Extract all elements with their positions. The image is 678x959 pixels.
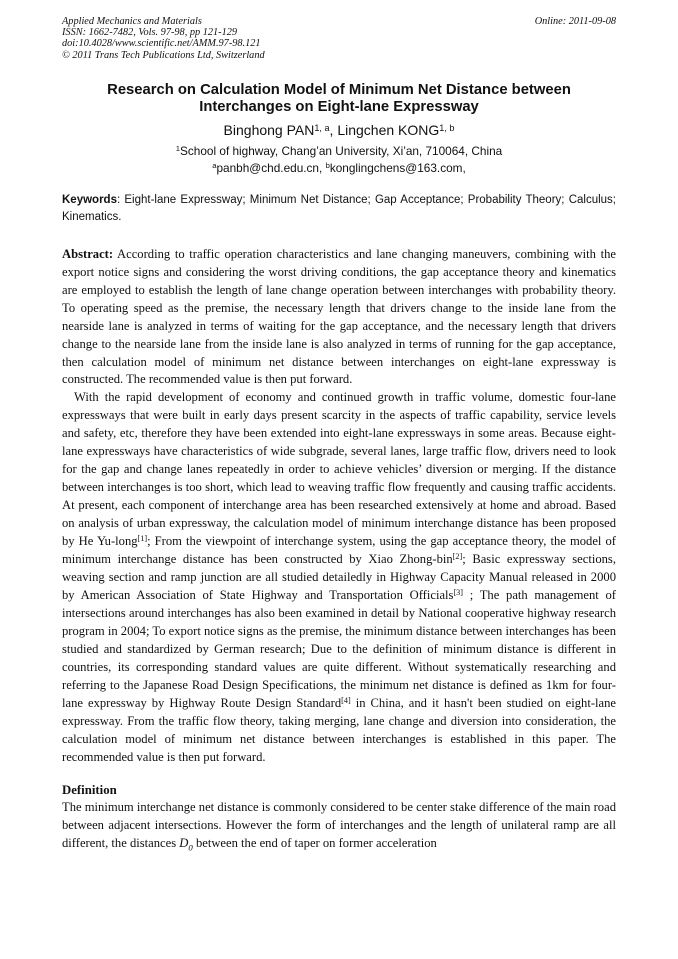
intro-text-4: ; The path management of intersections around interchanges has also been examined in detail by National cooperative highway research program in 2004; To export notice signs as the premise, the minimum distance between interchanges has been studied and standardized by German research; Due to the definition of minimum distance is different in countries, its corresponding standard values are quite different. Without systematically researching and referring to the Japanese Road Design Specifications, the minimum net distance is defined as 1km for four-lane expressway by Highway Route Design Standard [62,587,616,710]
intro-text-2: ; From the viewpoint of interchange system, using the gap acceptance theory, the model of minimum interchange distance has been constructed by Xiao Zhong-bin [62,534,617,567]
abstract-label: Abstract: [62,246,114,261]
email-line [62,160,616,177]
author-2-affil-sup: 1, b [439,122,455,133]
title-line-2: Interchanges on Eight-lane Expressway [199,99,479,116]
affiliation-text: School of highway, Chang’an University, Xi’an, 710064, China [180,143,503,158]
keywords-label: Keywords [62,193,117,206]
ref-3[interactable]: [3] [453,588,463,598]
online-date: Online: 2011-09-08 [534,16,616,27]
affiliation-line [62,143,616,160]
intro-paragraph [62,389,616,766]
ref-2[interactable]: [2] [452,552,463,562]
email-b-sup: b [325,161,330,171]
doi-line: doi:10.4028/www.scientific.net/AMM.97-98.121 [62,38,261,50]
intro-text-3: ; Basic expressway sections, weaving section and ramp junction are all studied detailedly in Highway Capacity Manual released in 2000 by American Association of State Highway and Transportation Officials [62,552,616,602]
journal-info [62,16,265,61]
affiliation-block [62,143,616,177]
definition-text-1: The minimum interchange net distance is commonly considered to be center stake difference of the main road between adjacent intersections. However the form of interchanges and the length of unilateral ramp are all different, the distances [62,800,616,851]
email-a-sup: a [212,161,217,171]
intro-text-5: in China, and it hasn't been studied on eight-lane expressway. From the traffic flow theory, taking merging, lane change and diversion into consideration, the calculation model of minimum net distance between interchanges is established in this paper. The recommended value is then put forward. [62,695,616,764]
definition-paragraph [62,799,616,857]
title-line-1: Research on Calculation Model of Minimum Net Distance between [107,81,571,98]
journal-header [62,16,616,61]
distance-variable: D [179,836,189,851]
journal-name: Applied Mechanics and Materials [62,16,202,27]
affiliation-sup: 1 [175,144,181,154]
intro-text-1: With the rapid development of economy and continued growth in traffic volume, domestic four-lane expressways that were built in early days present scarcity in the aspects of traffic capability, service levels and safety, etc, therefore they have been extended into eight-lane expressways in some areas. Because eight-lane expressways have characteristics of wide subgrade, several lanes, large traffic flow, drivers need to look for the gap and change lanes repeatedly in order to achieve vehicles’ diversion or merging. If the distance between interchanges is too short, which lead to weaving traffic flow frequently and causing traffic accidents. At present, each component of interchange area has been researched extensively at home and abroad. Based on analysis of urban expressway, the calculation model of minimum interchange distance has been proposed by He Yu-long [62,390,616,549]
email-a[interactable]: panbh@chd.edu.cn, [216,160,326,175]
ref-4[interactable]: [4] [341,695,351,705]
abstract-text: According to traffic operation characteristics and lane changing maneuvers, combining with the export notice signs and considering the worst driving conditions, the gap acceptance theory and kinematics are employed to establish the length of lane change operation between interchanges with probability theory. To operating speed as the premise, the necessary length that drivers change to the inside lane from the nearside lane is analyzed in terms of waiting for the gap acceptance, and the necessary length that drivers change to the nearside lane from the inside lane is also analyzed in terms of running for the gap acceptance, then calculation model of minimum net distance between interchanges on eight-lane expressway is constructed. The recommended value is then put forward. [62,246,616,387]
ref-1[interactable]: [1] [137,534,148,544]
definition-heading: Definition [62,783,117,798]
keywords-paragraph [62,192,616,227]
author-1-name: Binghong PAN [223,121,315,138]
email-b[interactable]: konglingchens@163.com, [329,160,466,175]
definition-text-2: between the end of taper on former acceleration [192,836,437,851]
copyright-line: © 2011 Trans Tech Publications Ltd, Switzerland [62,49,265,61]
distance-variable-subscript: 0 [188,842,193,853]
keywords-text: : Eight-lane Expressway; Minimum Net Distance; Gap Acceptance; Probability Theory; Calculus; Kinematics. [62,193,616,224]
issn-line: ISSN: 1662-7482, Vols. 97-98, pp 121-129 [62,27,238,39]
author-separator: , [329,121,338,138]
author-1-affil-sup: 1, a [314,122,330,133]
abstract-paragraph [62,246,616,390]
author-list [62,121,616,139]
paper-title [62,82,616,117]
author-2-name: Lingchen KONG [337,121,440,138]
